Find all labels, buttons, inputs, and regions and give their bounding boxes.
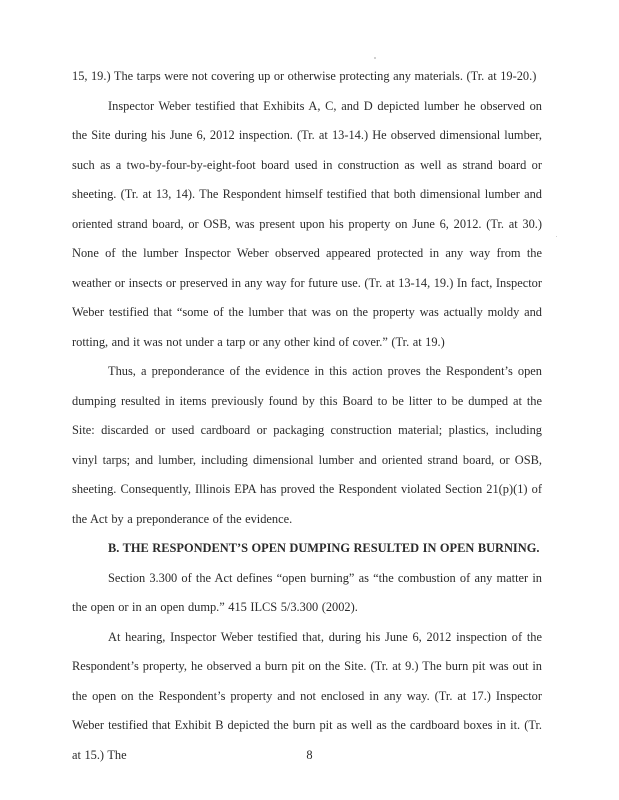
section-heading-b: B. THE RESPONDENT’S OPEN DUMPING RESULTED IN OPEN BURNING.: [108, 541, 540, 555]
paragraph-2: Inspector Weber testified that Exhibits A, C, and D depicted lumber he observed on the Site during his June 6, 2012 inspection. (Tr. at 13-14.) He observed dimensional lumber, such as a two-by-four-by-eight-foot board used in construction as well as strand board or sheeting. (Tr. at 13, 14). The Respondent himself testified that both dimensional lumber and oriented strand board, or OSB, was present upon his property on June 6, 2012. (Tr. at 30.) None of the lumber Inspector Weber observed appeared protected in any way from the weather or insects or preserved in any way for future use. (Tr. at 13-14, 19.) In fact, Inspector Weber testified that “some of the lumber that was on the property was actually moldy and rotting, and it was not under a tarp or any other kind of cover.” (Tr. at 19.): [72, 98, 542, 349]
document-text-body: [72, 62, 542, 770]
paragraph-3: Thus, a preponderance of the evidence in this action proves the Respondent’s open dumping resulted in items previously found by this Board to be litter to be dumped at the Site: discarded or used cardboard or packaging construction material; plastics, including vinyl tarps; and lumber, including dimensional lumber and oriented strand board, or OSB, sheeting. Consequently, Illinois EPA has proved the Respondent violated Section 21(p)(1) of the Act by a preponderance of the evidence.: [72, 364, 542, 526]
page-number: 8: [306, 748, 313, 762]
scan-speck: [556, 236, 557, 237]
paragraph-5: At hearing, Inspector Weber testified that, during his June 6, 2012 inspection of the Respondent’s property, he observed a burn pit on the Site. (Tr. at 9.) The burn pit was out in the open on the Respondent’s property and not enclosed in any way. (Tr. at 17.) Inspector Weber testified that Exhibit B depicted the burn pit as well as the cardboard boxes in it. (Tr. at 15.) The: [72, 629, 542, 762]
scan-speck: [374, 57, 376, 59]
paragraph-1: 15, 19.) The tarps were not covering up or otherwise protecting any materials. (Tr. at 19-20.): [72, 69, 537, 83]
paragraph-4: Section 3.300 of the Act defines “open burning” as “the combustion of any matter in the open or in an open dump.” 415 ILCS 5/3.300 (2002).: [72, 570, 542, 614]
